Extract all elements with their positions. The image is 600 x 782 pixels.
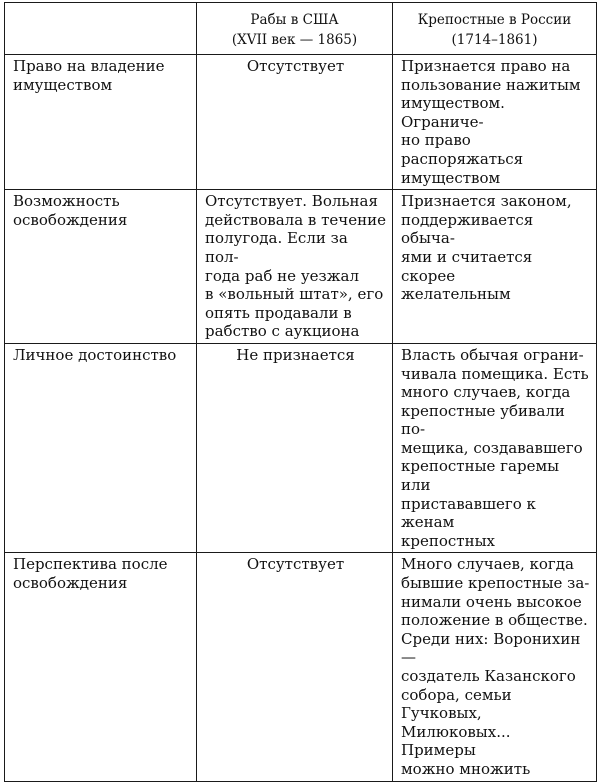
russia-line: крепостных <box>401 531 495 550</box>
russia-line: собора, семьи Гучковых, <box>401 685 512 723</box>
cell-criterion <box>5 343 197 553</box>
russia-line: ями и считается скорее <box>401 247 533 285</box>
russia-line: Среди них: Воронихин — <box>401 629 581 667</box>
table-row-personal-dignity <box>5 343 597 553</box>
russia-line: пристававшего к женам <box>401 494 536 532</box>
cell-criterion <box>5 190 197 344</box>
russia-line: мещика, создававшего <box>401 438 583 457</box>
russia-line: Признается право на <box>401 57 571 75</box>
russia-line: чивала помещика. Есть <box>401 364 589 383</box>
header-cell-russia-serfs <box>393 3 597 55</box>
header-cell-usa-slaves <box>197 3 393 55</box>
russia-line: крепостные гаремы или <box>401 457 560 495</box>
table-row-post-emancipation-prospects <box>5 553 597 781</box>
table-header <box>5 3 597 55</box>
cell-usa <box>197 190 393 344</box>
russia-line: много случаев, когда <box>401 383 571 402</box>
cell-russia <box>393 343 597 553</box>
cell-russia <box>393 55 597 190</box>
cell-russia <box>393 190 597 344</box>
russia-line: пользование нажитым <box>401 75 581 94</box>
usa-line: полугода. Если за пол- <box>205 229 348 266</box>
table-row-property-rights <box>5 55 597 190</box>
criterion-line: имуществом <box>13 75 113 94</box>
russia-line: имуществом <box>401 168 501 187</box>
russia-line: можно множить <box>401 759 531 778</box>
cell-usa <box>197 553 393 781</box>
russia-line: поддерживается обыча- <box>401 210 534 248</box>
cell-usa <box>197 55 393 190</box>
header-cell-criterion <box>5 3 197 55</box>
header-russia-title: Крепостные в России <box>417 12 572 28</box>
usa-line: года раб не уезжал <box>205 266 359 285</box>
russia-line: нимали очень высокое <box>401 592 582 611</box>
russia-line: Много случаев, когда <box>401 555 574 574</box>
criterion-line: Возможность <box>13 192 120 211</box>
russia-line: Милюковых... Примеры <box>401 722 511 760</box>
usa-line: в «вольный штат», его <box>205 285 384 304</box>
comparison-table <box>4 2 597 782</box>
russia-line: желательным <box>401 285 511 304</box>
cell-criterion <box>5 55 197 190</box>
usa-line: Отсутствует <box>246 57 345 75</box>
criterion-line: Перспектива после <box>13 555 168 574</box>
russia-line: Власть обычая ограни- <box>401 345 584 364</box>
cell-criterion <box>5 553 197 781</box>
usa-line: опять продавали в <box>205 303 352 322</box>
table-row-emancipation <box>5 190 597 344</box>
usa-line: рабство с аукциона <box>205 322 360 341</box>
header-usa-period: (XVII век — 1865) <box>231 32 358 48</box>
russia-line: создатель Казанского <box>401 667 576 685</box>
usa-line: действовала в течение <box>205 210 386 229</box>
russia-line: положение в обществе. <box>401 611 588 630</box>
header-russia-period: (1714–1861) <box>451 32 538 48</box>
criterion-line: Личное достоинство <box>13 345 177 364</box>
usa-line: Отсутствует. Вольная <box>205 192 378 211</box>
russia-line: Признается законом, <box>401 192 572 211</box>
criterion-line: освобождения <box>13 574 128 593</box>
russia-line: бывшие крепостные за- <box>401 574 590 593</box>
usa-line: Не признается <box>236 345 355 364</box>
cell-usa <box>197 343 393 553</box>
russia-line: имуществом. Ограниче- <box>401 94 505 131</box>
usa-line: Отсутствует <box>246 555 345 574</box>
russia-line: но право распоряжаться <box>401 131 524 168</box>
cell-russia <box>393 553 597 781</box>
header-usa-title: Рабы в США <box>250 12 339 28</box>
russia-line: крепостные убивали по- <box>401 401 565 439</box>
criterion-line: Право на владение <box>13 57 165 75</box>
criterion-line: освобождения <box>13 210 128 229</box>
